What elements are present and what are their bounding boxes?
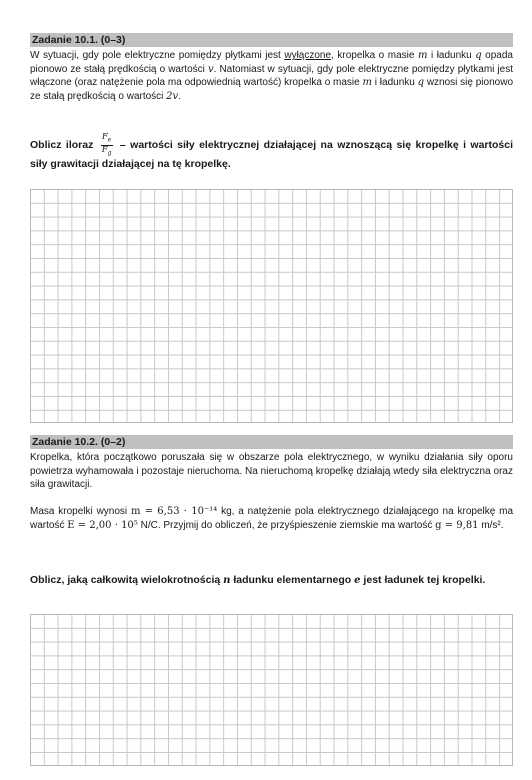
task-10-2-command: Oblicz, jaką całkowitą wielokrotnością n ładunku elementarnego e jest ładunek tej kropelki.	[30, 574, 486, 586]
answer-grid-10-1[interactable]	[30, 189, 513, 423]
task-10-1-command: Oblicz iloraz $\frac{F_e}{F_g}$ – wartości siły elektrycznej działającej na wznoszącą się kropelkę i wartości siły grawitacji działającej na tę kropelkę.	[30, 132, 513, 171]
answer-grid-10-2[interactable]	[30, 614, 513, 766]
task-10-2-description: Kropelka, która początkowo poruszała się w obszarze pola elektrycznego, w wyniku działania siły oporu powietrza wyhamowała i pozostaje nieruchoma. Na nieruchomą kropelkę działają wtedy siła elektryczna oraz siła grawitacji.	[30, 452, 513, 491]
force-ratio-fraction: $\frac{F_e}{F_g}$	[101, 132, 112, 157]
task-10-2-given-values: Masa kropelki wynosi m = 6,53 · 10⁻¹⁴ kg, a natężenie pola elektrycznego działającego na kropelkę ma wartość E = 2,00 · 10⁵ N/C. Przyjmij do obliczeń, że przyśpieszenie ziemskie ma wartość g = 9,81 m/s².	[30, 506, 514, 531]
task-10-1-description: W sytuacji, gdy pole elektryczne pomiędzy płytkami jest wyłączone, kropelka o masie m i ładunku q opada pionowo ze stałą prędkością o wartości v. Natomiast w sytuacji, gdy pole elektryczne pomiędzy płytkami jest włączone (oraz natężenie pola ma odpowiednią wartość) kropelka o masie m i ładunku q wznosi się pionowo ze stałą prędkością o wartości 2v.	[30, 50, 513, 103]
task-10-2-header: Zadanie 10.2. (0–2)	[30, 435, 513, 449]
task-10-1-header: Zadanie 10.1. (0–3)	[30, 33, 513, 47]
